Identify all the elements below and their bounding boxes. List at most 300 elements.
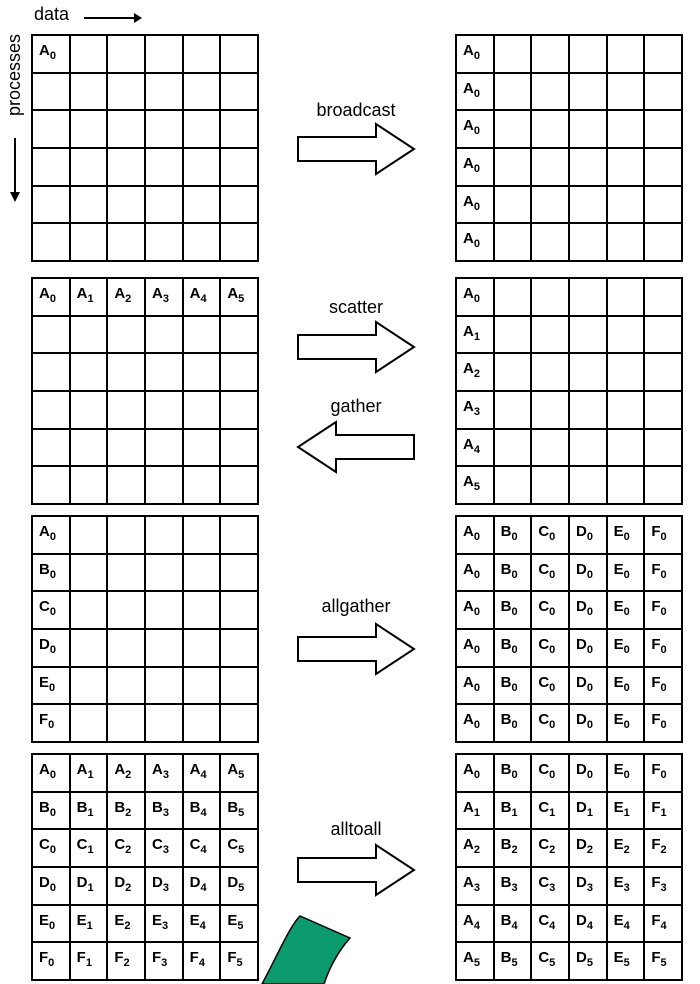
grid-cell bbox=[456, 466, 494, 504]
cell-label: $A_5$ bbox=[227, 285, 245, 305]
cell-label: $E_4$ bbox=[613, 911, 630, 932]
grid-cell bbox=[494, 554, 532, 592]
grid-cell bbox=[183, 429, 221, 467]
grid-cell bbox=[70, 867, 108, 905]
cell-label: $E_5$ bbox=[613, 949, 630, 970]
grid-cell bbox=[183, 554, 221, 592]
grid-cell bbox=[145, 591, 183, 629]
cell-label: $E_2$ bbox=[613, 836, 630, 857]
grid-cell bbox=[531, 73, 569, 111]
grid-cell bbox=[145, 353, 183, 391]
grid-cell bbox=[107, 316, 145, 354]
grid-cell bbox=[220, 186, 258, 224]
grid-cell bbox=[107, 110, 145, 148]
grid-cell bbox=[145, 792, 183, 830]
grid-cell bbox=[644, 754, 682, 792]
grid-cell bbox=[70, 316, 108, 354]
grid-cell bbox=[607, 629, 645, 667]
cell-label: $E_0$ bbox=[39, 911, 56, 932]
grid-cell bbox=[607, 223, 645, 261]
grid-cell bbox=[531, 629, 569, 667]
cell-label: $C_0$ bbox=[39, 598, 56, 619]
grid-cell bbox=[183, 223, 221, 261]
grid-cell bbox=[531, 429, 569, 467]
cell-label: $A_0$ bbox=[39, 761, 56, 781]
cell-label: $B_0$ bbox=[500, 711, 518, 732]
grid-cell bbox=[494, 186, 532, 224]
grid-cell bbox=[220, 754, 258, 792]
grid-cell bbox=[456, 591, 494, 629]
grid-cell bbox=[220, 223, 258, 261]
grid-cell bbox=[494, 466, 532, 504]
scatter-result-grid bbox=[455, 277, 683, 505]
alltoall-source-grid bbox=[31, 753, 259, 981]
grid-cell bbox=[70, 629, 108, 667]
cell-label: $E_3$ bbox=[152, 911, 169, 932]
cell-label: $B_0$ bbox=[500, 523, 518, 543]
cell-label: $F_0$ bbox=[39, 711, 55, 732]
broadcast-label: broadcast bbox=[316, 100, 396, 120]
grid-cell bbox=[456, 867, 494, 905]
grid-cell bbox=[183, 353, 221, 391]
grid-cell bbox=[644, 942, 682, 980]
alltoall-label: alltoall bbox=[330, 819, 382, 839]
allgather-result-grid bbox=[455, 515, 683, 743]
grid-cell bbox=[32, 629, 70, 667]
grid-cell bbox=[607, 905, 645, 943]
grid-cell bbox=[32, 110, 70, 148]
grid-cell bbox=[220, 629, 258, 667]
grid-cell bbox=[644, 591, 682, 629]
cell-label: $A_3$ bbox=[152, 761, 169, 781]
cell-label: $C_5$ bbox=[538, 949, 556, 970]
grid-cell bbox=[569, 516, 607, 554]
cell-label: $B_3$ bbox=[500, 874, 518, 894]
cell-label: $A_1$ bbox=[76, 285, 94, 305]
grid-cell bbox=[531, 466, 569, 504]
grid-cell bbox=[183, 792, 221, 830]
grid-cell bbox=[531, 110, 569, 148]
grid-cell bbox=[456, 554, 494, 592]
cell-label: $A_1$ bbox=[463, 322, 480, 343]
grid-cell bbox=[644, 278, 682, 316]
grid-cell bbox=[569, 391, 607, 429]
grid-cell bbox=[220, 148, 258, 186]
cell-label: $F_3$ bbox=[152, 949, 168, 970]
cell-label: $D_0$ bbox=[576, 598, 593, 619]
grid-cell bbox=[145, 466, 183, 504]
cell-label: $D_0$ bbox=[39, 874, 56, 894]
grid-cell bbox=[107, 792, 145, 830]
cell-label: $C_4$ bbox=[538, 911, 556, 932]
grid-cell bbox=[607, 516, 645, 554]
grid-cell bbox=[456, 905, 494, 943]
cell-label: $D_0$ bbox=[576, 523, 593, 543]
cell-label: $A_0$ bbox=[463, 711, 480, 732]
grid-cell bbox=[183, 867, 221, 905]
cell-label: $A_5$ bbox=[227, 761, 245, 781]
grid-cell bbox=[70, 754, 108, 792]
grid-cell bbox=[494, 35, 532, 73]
grid-cell bbox=[183, 391, 221, 429]
grid-cell bbox=[32, 391, 70, 429]
grid-cell bbox=[145, 516, 183, 554]
grid-cell bbox=[145, 667, 183, 705]
grid-cell bbox=[456, 429, 494, 467]
broadcast-result-grid bbox=[455, 34, 683, 262]
allgather-arrow bbox=[294, 622, 418, 676]
grid-cell bbox=[569, 829, 607, 867]
grid-cell bbox=[644, 316, 682, 354]
scatter-source-grid bbox=[31, 277, 259, 505]
grid-cell bbox=[494, 905, 532, 943]
grid-cell bbox=[220, 353, 258, 391]
cell-label: $A_2$ bbox=[114, 285, 132, 305]
grid-cell bbox=[183, 667, 221, 705]
cell-label: $B_2$ bbox=[500, 836, 518, 857]
grid-cell bbox=[644, 554, 682, 592]
grid-cell bbox=[494, 73, 532, 111]
cell-label: $C_0$ bbox=[538, 636, 556, 656]
cell-label: $D_3$ bbox=[576, 874, 593, 894]
cell-label: $E_0$ bbox=[613, 598, 630, 619]
data-axis-label: data bbox=[34, 4, 70, 24]
grid-cell bbox=[183, 942, 221, 980]
grid-cell bbox=[32, 667, 70, 705]
grid-cell bbox=[107, 148, 145, 186]
grid-cell bbox=[145, 148, 183, 186]
cell-label: $C_3$ bbox=[152, 836, 169, 857]
cell-label: $C_0$ bbox=[538, 523, 556, 543]
cell-label: $E_0$ bbox=[613, 761, 630, 781]
cell-label: $A_0$ bbox=[463, 560, 480, 581]
grid-cell bbox=[456, 516, 494, 554]
grid-cell bbox=[32, 591, 70, 629]
grid-cell bbox=[644, 829, 682, 867]
cell-label: $B_4$ bbox=[500, 911, 518, 932]
grid-cell bbox=[220, 316, 258, 354]
grid-cell bbox=[494, 754, 532, 792]
grid-cell bbox=[145, 391, 183, 429]
grid-cell bbox=[220, 554, 258, 592]
grid-cell bbox=[70, 278, 108, 316]
grid-cell bbox=[644, 704, 682, 742]
grid-cell bbox=[644, 391, 682, 429]
grid-cell bbox=[456, 629, 494, 667]
cell-label: $A_2$ bbox=[114, 761, 132, 781]
cell-label: $A_0$ bbox=[463, 285, 480, 305]
grid-cell bbox=[569, 110, 607, 148]
allgather-source-grid bbox=[31, 515, 259, 743]
grid-cell bbox=[70, 591, 108, 629]
grid-cell bbox=[107, 466, 145, 504]
cell-label: $E_3$ bbox=[613, 874, 630, 894]
cell-label: $F_3$ bbox=[651, 874, 667, 894]
cell-label: $D_3$ bbox=[152, 874, 169, 894]
grid-cell bbox=[183, 629, 221, 667]
grid-cell bbox=[569, 148, 607, 186]
grid-cell bbox=[531, 353, 569, 391]
cell-label: $B_0$ bbox=[39, 560, 56, 581]
grid-cell bbox=[183, 905, 221, 943]
grid-cell bbox=[107, 905, 145, 943]
cell-label: $F_0$ bbox=[651, 560, 667, 581]
grid-cell bbox=[494, 867, 532, 905]
grid-cell bbox=[644, 35, 682, 73]
cell-label: $A_0$ bbox=[463, 192, 480, 213]
grid-cell bbox=[107, 754, 145, 792]
cell-label: $B_5$ bbox=[227, 798, 245, 819]
grid-cell bbox=[183, 35, 221, 73]
grid-cell bbox=[456, 35, 494, 73]
cell-label: $D_5$ bbox=[227, 874, 245, 894]
grid-cell bbox=[607, 391, 645, 429]
cell-label: $F_0$ bbox=[651, 523, 667, 543]
cell-label: $D_0$ bbox=[39, 636, 56, 656]
grid-cell bbox=[32, 148, 70, 186]
grid-cell bbox=[32, 942, 70, 980]
grid-cell bbox=[569, 754, 607, 792]
grid-cell bbox=[607, 429, 645, 467]
grid-cell bbox=[607, 704, 645, 742]
grid-cell bbox=[531, 186, 569, 224]
grid-cell bbox=[607, 186, 645, 224]
cell-label: $A_0$ bbox=[463, 155, 480, 175]
grid-cell bbox=[183, 278, 221, 316]
grid-cell bbox=[183, 754, 221, 792]
grid-cell bbox=[531, 316, 569, 354]
grid-cell bbox=[531, 391, 569, 429]
cell-label: $E_1$ bbox=[76, 911, 93, 932]
cell-label: $D_0$ bbox=[576, 711, 593, 732]
grid-cell bbox=[70, 353, 108, 391]
cell-label: $D_5$ bbox=[576, 949, 593, 970]
grid-cell bbox=[494, 667, 532, 705]
grid-cell bbox=[220, 278, 258, 316]
grid-cell bbox=[145, 554, 183, 592]
cell-label: $C_0$ bbox=[538, 711, 556, 732]
grid-cell bbox=[220, 73, 258, 111]
grid-cell bbox=[569, 905, 607, 943]
cell-label: $A_0$ bbox=[463, 42, 480, 62]
grid-cell bbox=[145, 867, 183, 905]
grid-cell bbox=[70, 905, 108, 943]
grid-cell bbox=[569, 942, 607, 980]
grid-cell bbox=[183, 110, 221, 148]
cell-label: $A_4$ bbox=[189, 761, 207, 781]
grid-cell bbox=[531, 591, 569, 629]
cell-label: $A_0$ bbox=[39, 42, 56, 62]
grid-cell bbox=[183, 829, 221, 867]
cell-label: $C_0$ bbox=[538, 673, 556, 694]
cell-label: $A_0$ bbox=[463, 230, 480, 251]
cell-label: $F_5$ bbox=[227, 949, 243, 970]
grid-cell bbox=[145, 223, 183, 261]
cell-label: $C_0$ bbox=[538, 761, 556, 781]
grid-cell bbox=[70, 35, 108, 73]
grid-cell bbox=[183, 591, 221, 629]
grid-cell bbox=[32, 316, 70, 354]
cell-label: $F_0$ bbox=[39, 949, 55, 970]
grid-cell bbox=[569, 629, 607, 667]
cell-label: $B_0$ bbox=[500, 673, 518, 694]
grid-cell bbox=[456, 754, 494, 792]
grid-cell bbox=[644, 223, 682, 261]
grid-cell bbox=[32, 223, 70, 261]
grid-cell bbox=[32, 429, 70, 467]
cell-label: $D_4$ bbox=[576, 911, 593, 932]
cell-label: $A_0$ bbox=[463, 761, 480, 781]
cell-label: $A_1$ bbox=[463, 798, 480, 819]
grid-cell bbox=[107, 591, 145, 629]
grid-cell bbox=[531, 704, 569, 742]
grid-cell bbox=[644, 516, 682, 554]
grid-cell bbox=[494, 704, 532, 742]
grid-cell bbox=[70, 110, 108, 148]
grid-cell bbox=[456, 148, 494, 186]
grid-cell bbox=[494, 516, 532, 554]
grid-cell bbox=[107, 516, 145, 554]
cell-label: $F_2$ bbox=[114, 949, 130, 970]
cell-label: $D_1$ bbox=[76, 874, 94, 894]
processes-axis-arrow bbox=[5, 136, 25, 206]
cell-label: $A_0$ bbox=[463, 117, 480, 138]
grid-cell bbox=[494, 148, 532, 186]
grid-cell bbox=[644, 667, 682, 705]
grid-cell bbox=[220, 391, 258, 429]
grid-cell bbox=[569, 554, 607, 592]
grid-cell bbox=[644, 186, 682, 224]
cell-label: $B_0$ bbox=[39, 798, 56, 819]
grid-cell bbox=[145, 905, 183, 943]
grid-cell bbox=[456, 704, 494, 742]
grid-cell bbox=[32, 466, 70, 504]
grid-cell bbox=[531, 867, 569, 905]
grid-cell bbox=[220, 829, 258, 867]
grid-cell bbox=[456, 73, 494, 111]
grid-cell bbox=[107, 667, 145, 705]
cell-label: $C_0$ bbox=[538, 598, 556, 619]
grid-cell bbox=[569, 186, 607, 224]
grid-cell bbox=[494, 353, 532, 391]
grid-cell bbox=[494, 223, 532, 261]
cell-label: $F_0$ bbox=[651, 673, 667, 694]
grid-cell bbox=[494, 591, 532, 629]
cell-label: $C_5$ bbox=[227, 836, 245, 857]
cell-label: $C_4$ bbox=[189, 836, 207, 857]
grid-cell bbox=[107, 629, 145, 667]
processes-axis-label: processes bbox=[4, 34, 24, 117]
grid-cell bbox=[32, 35, 70, 73]
grid-cell bbox=[607, 73, 645, 111]
grid-cell bbox=[32, 73, 70, 111]
grid-cell bbox=[183, 704, 221, 742]
grid-cell bbox=[607, 35, 645, 73]
grid-cell bbox=[569, 223, 607, 261]
grid-cell bbox=[569, 35, 607, 73]
cell-label: $F_0$ bbox=[651, 711, 667, 732]
grid-cell bbox=[531, 278, 569, 316]
scatter-arrow bbox=[294, 320, 418, 374]
grid-cell bbox=[607, 316, 645, 354]
grid-cell bbox=[70, 148, 108, 186]
grid-cell bbox=[456, 353, 494, 391]
cell-label: $A_0$ bbox=[463, 673, 480, 694]
cell-label: $A_1$ bbox=[76, 761, 94, 781]
grid-cell bbox=[456, 278, 494, 316]
cell-label: $D_0$ bbox=[576, 761, 593, 781]
cell-label: $A_2$ bbox=[463, 836, 480, 857]
cell-label: $D_2$ bbox=[114, 874, 132, 894]
grid-cell bbox=[644, 466, 682, 504]
cell-label: $A_0$ bbox=[39, 285, 56, 305]
grid-cell bbox=[569, 591, 607, 629]
grid-cell bbox=[607, 278, 645, 316]
grid-cell bbox=[32, 516, 70, 554]
grid-cell bbox=[32, 792, 70, 830]
grid-cell bbox=[494, 110, 532, 148]
grid-cell bbox=[569, 667, 607, 705]
grid-cell bbox=[644, 905, 682, 943]
grid-cell bbox=[531, 792, 569, 830]
grid-cell bbox=[644, 148, 682, 186]
data-axis-arrow bbox=[82, 8, 142, 28]
cell-label: $F_5$ bbox=[651, 949, 667, 970]
cell-label: $C_3$ bbox=[538, 874, 556, 894]
grid-cell bbox=[32, 704, 70, 742]
grid-cell bbox=[494, 278, 532, 316]
grid-cell bbox=[607, 829, 645, 867]
cell-label: $D_0$ bbox=[576, 673, 593, 694]
grid-cell bbox=[569, 867, 607, 905]
cell-label: $A_0$ bbox=[463, 79, 480, 100]
cell-label: $A_0$ bbox=[463, 636, 480, 656]
broadcast-source-grid bbox=[31, 34, 259, 262]
grid-cell bbox=[70, 554, 108, 592]
decorative-swoosh bbox=[258, 914, 368, 984]
cell-label: $C_2$ bbox=[538, 836, 556, 857]
grid-cell bbox=[569, 792, 607, 830]
grid-cell bbox=[32, 186, 70, 224]
grid-cell bbox=[220, 516, 258, 554]
grid-cell bbox=[32, 829, 70, 867]
grid-cell bbox=[32, 554, 70, 592]
grid-cell bbox=[70, 466, 108, 504]
cell-label: $A_3$ bbox=[152, 285, 169, 305]
cell-label: $C_1$ bbox=[538, 798, 556, 819]
grid-cell bbox=[107, 554, 145, 592]
grid-cell bbox=[32, 353, 70, 391]
grid-cell bbox=[183, 466, 221, 504]
cell-label: $D_4$ bbox=[189, 874, 207, 894]
cell-label: $B_0$ bbox=[500, 636, 518, 656]
cell-label: $F_4$ bbox=[651, 911, 667, 932]
grid-cell bbox=[220, 466, 258, 504]
grid-cell bbox=[494, 829, 532, 867]
grid-cell bbox=[644, 629, 682, 667]
grid-cell bbox=[494, 316, 532, 354]
grid-cell bbox=[220, 792, 258, 830]
cell-label: $A_4$ bbox=[189, 285, 207, 305]
cell-label: $B_0$ bbox=[500, 560, 518, 581]
grid-cell bbox=[569, 316, 607, 354]
grid-cell bbox=[531, 516, 569, 554]
cell-label: $E_4$ bbox=[189, 911, 206, 932]
grid-cell bbox=[456, 667, 494, 705]
grid-cell bbox=[183, 73, 221, 111]
cell-label: $E_0$ bbox=[613, 673, 630, 694]
cell-label: $A_0$ bbox=[463, 523, 480, 543]
